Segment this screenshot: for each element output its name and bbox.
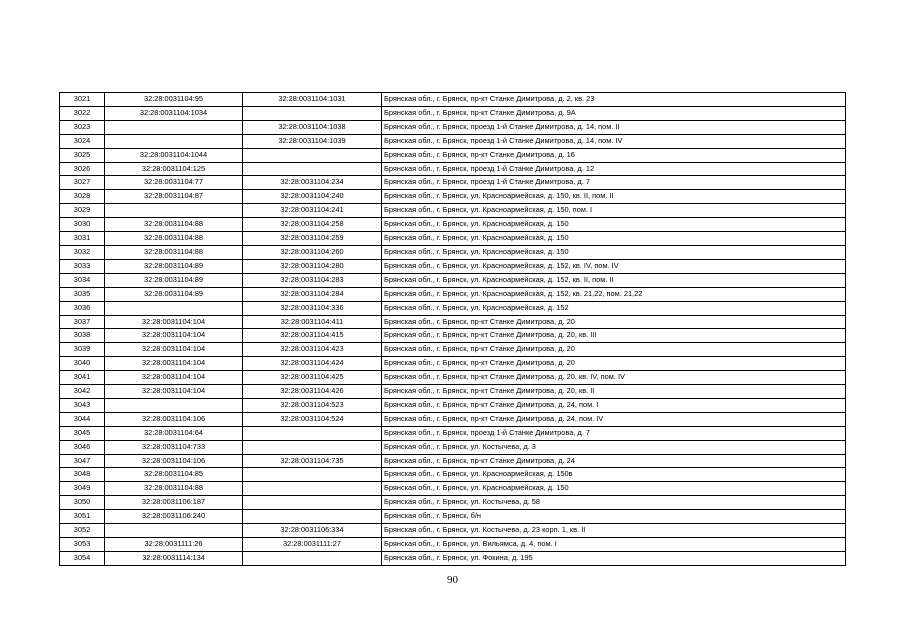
table-row	[60, 162, 846, 176]
block-cadastral-number-cell: 32:28:0031104:1044	[105, 148, 243, 162]
object-cadastral-number-cell: 32:28:0031111:27	[243, 538, 382, 552]
object-cadastral-number-cell: 32:28:0031104:426	[243, 385, 382, 399]
table-row	[60, 385, 846, 399]
object-cadastral-number-cell	[243, 510, 382, 524]
block-cadastral-number-cell: 32:28:0031104:77	[105, 176, 243, 190]
address-cell: Брянская обл., г. Брянск, ул. Красноармейская, д. 150, кв. II, пом. II	[382, 190, 846, 204]
block-cadastral-number-cell: 32:28:0031104:88	[105, 245, 243, 259]
block-cadastral-number-cell: 32:28:0031104:733	[105, 440, 243, 454]
address-cell: Брянская обл., г. Брянск, ул. Вильямса, д. 4, пом. I	[382, 538, 846, 552]
block-cadastral-number-cell: 32:28:0031104:104	[105, 329, 243, 343]
table-row	[60, 93, 846, 107]
row-number-cell: 3054	[60, 551, 105, 565]
object-cadastral-number-cell: 32:28:0031104:234	[243, 176, 382, 190]
row-number-cell: 3042	[60, 385, 105, 399]
address-cell: Брянская обл., г. Брянск, ул. Красноармейская, д. 150в	[382, 468, 846, 482]
block-cadastral-number-cell: 32:28:0031104:104	[105, 357, 243, 371]
row-number-cell: 3044	[60, 412, 105, 426]
table-row	[60, 204, 846, 218]
table-row	[60, 412, 846, 426]
table-row	[60, 538, 846, 552]
row-number-cell: 3036	[60, 301, 105, 315]
object-cadastral-number-cell: 32:28:0031104:1031	[243, 93, 382, 107]
row-number-cell: 3026	[60, 162, 105, 176]
table-row	[60, 343, 846, 357]
table-row	[60, 482, 846, 496]
row-number-cell: 3049	[60, 482, 105, 496]
row-number-cell: 3030	[60, 218, 105, 232]
address-cell: Брянская обл., г. Брянск, пр-кт Станке Димитрова, д. 2, кв. 23	[382, 93, 846, 107]
table-row	[60, 551, 846, 565]
table-row	[60, 398, 846, 412]
row-number-cell: 3047	[60, 454, 105, 468]
block-cadastral-number-cell: 32:28:0031104:88	[105, 232, 243, 246]
table-row	[60, 245, 846, 259]
address-cell: Брянская обл., г. Брянск, пр-кт Станке Димитрова, д. 9А	[382, 106, 846, 120]
table-row	[60, 496, 846, 510]
address-cell: Брянская обл., г. Брянск, б/н	[382, 510, 846, 524]
block-cadastral-number-cell: 32:28:0031106:240	[105, 510, 243, 524]
table-row	[60, 176, 846, 190]
address-cell: Брянская обл., г. Брянск, проезд 1-й Станке Димитрова, д. 7	[382, 426, 846, 440]
address-cell: Брянская обл., г. Брянск, проезд 1-й Станке Димитрова, д. 12	[382, 162, 846, 176]
row-number-cell: 3046	[60, 440, 105, 454]
block-cadastral-number-cell: 32:28:0031104:95	[105, 93, 243, 107]
table-row	[60, 232, 846, 246]
object-cadastral-number-cell: 32:28:0031104:241	[243, 204, 382, 218]
block-cadastral-number-cell	[105, 398, 243, 412]
object-cadastral-number-cell	[243, 162, 382, 176]
address-cell: Брянская обл., г. Брянск, ул. Красноармейская, д. 150, пом. I	[382, 204, 846, 218]
block-cadastral-number-cell	[105, 120, 243, 134]
registry-table-body	[60, 93, 846, 566]
object-cadastral-number-cell: 32:28:0031104:423	[243, 343, 382, 357]
object-cadastral-number-cell	[243, 496, 382, 510]
table-row	[60, 287, 846, 301]
object-cadastral-number-cell	[243, 148, 382, 162]
block-cadastral-number-cell: 32:28:0031104:64	[105, 426, 243, 440]
row-number-cell: 3021	[60, 93, 105, 107]
address-cell: Брянская обл., г. Брянск, пр-кт Станке Димитрова, д. 24	[382, 454, 846, 468]
object-cadastral-number-cell: 32:28:0031104:280	[243, 259, 382, 273]
row-number-cell: 3040	[60, 357, 105, 371]
block-cadastral-number-cell	[105, 524, 243, 538]
object-cadastral-number-cell: 32:28:0031104:524	[243, 412, 382, 426]
row-number-cell: 3038	[60, 329, 105, 343]
block-cadastral-number-cell	[105, 134, 243, 148]
object-cadastral-number-cell	[243, 106, 382, 120]
block-cadastral-number-cell: 32:28:0031104:89	[105, 259, 243, 273]
row-number-cell: 3041	[60, 371, 105, 385]
object-cadastral-number-cell: 32:28:0031104:424	[243, 357, 382, 371]
row-number-cell: 3032	[60, 245, 105, 259]
table-row	[60, 468, 846, 482]
table-row	[60, 259, 846, 273]
address-cell: Брянская обл., г. Брянск, проезд 1-й Станке Димитрова, д. 14, пом. II	[382, 120, 846, 134]
block-cadastral-number-cell: 32:28:0031114:134	[105, 551, 243, 565]
object-cadastral-number-cell: 32:28:0031104:415	[243, 329, 382, 343]
address-cell: Брянская обл., г. Брянск, ул. Красноармейская, д. 150	[382, 218, 846, 232]
row-number-cell: 3031	[60, 232, 105, 246]
address-cell: Брянская обл., г. Брянск, пр-кт Станке Димитрова, д. 20	[382, 343, 846, 357]
row-number-cell: 3035	[60, 287, 105, 301]
address-cell: Брянская обл., г. Брянск, ул. Красноармейская, д. 152, кв. IV, пом. IV	[382, 259, 846, 273]
row-number-cell: 3048	[60, 468, 105, 482]
block-cadastral-number-cell: 32:28:0031104:88	[105, 218, 243, 232]
address-cell: Брянская обл., г. Брянск, пр-кт Станке Димитрова, д. 20, кв. III	[382, 329, 846, 343]
table-row	[60, 371, 846, 385]
row-number-cell: 3039	[60, 343, 105, 357]
object-cadastral-number-cell: 32:28:0031106:334	[243, 524, 382, 538]
address-cell: Брянская обл., г. Брянск, проезд 1-й Станке Димитрова, д. 14, пом. IV	[382, 134, 846, 148]
row-number-cell: 3045	[60, 426, 105, 440]
address-cell: Брянская обл., г. Брянск, пр-кт Станке Димитрова, д. 16	[382, 148, 846, 162]
address-cell: Брянская обл., г. Брянск, пр-кт Станке Димитрова, д. 24, пом. I	[382, 398, 846, 412]
object-cadastral-number-cell: 32:28:0031104:259	[243, 232, 382, 246]
object-cadastral-number-cell: 32:28:0031104:336	[243, 301, 382, 315]
row-number-cell: 3050	[60, 496, 105, 510]
block-cadastral-number-cell	[105, 301, 243, 315]
object-cadastral-number-cell: 32:28:0031104:258	[243, 218, 382, 232]
address-cell: Брянская обл., г. Брянск, ул. Фокина, д. 195	[382, 551, 846, 565]
row-number-cell: 3027	[60, 176, 105, 190]
object-cadastral-number-cell	[243, 426, 382, 440]
object-cadastral-number-cell: 32:28:0031104:284	[243, 287, 382, 301]
page-number: 90	[447, 574, 458, 586]
row-number-cell: 3034	[60, 273, 105, 287]
address-cell: Брянская обл., г. Брянск, пр-кт Станке Димитрова, д. 24, пом. IV	[382, 412, 846, 426]
block-cadastral-number-cell: 32:28:0031104:106	[105, 412, 243, 426]
row-number-cell: 3022	[60, 106, 105, 120]
table-row	[60, 148, 846, 162]
object-cadastral-number-cell: 32:28:0031104:735	[243, 454, 382, 468]
address-cell: Брянская обл., г. Брянск, пр-кт Станке Димитрова, д. 20	[382, 315, 846, 329]
address-cell: Брянская обл., г. Брянск, ул. Костычева, д. 58	[382, 496, 846, 510]
object-cadastral-number-cell: 32:28:0031104:411	[243, 315, 382, 329]
table-row	[60, 315, 846, 329]
table-row	[60, 190, 846, 204]
address-cell: Брянская обл., г. Брянск, ул. Красноармейская, д. 150	[382, 232, 846, 246]
address-cell: Брянская обл., г. Брянск, ул. Красноармейская, д. 150	[382, 245, 846, 259]
address-cell: Брянская обл., г. Брянск, ул. Красноармейская, д. 150	[382, 482, 846, 496]
table-row	[60, 120, 846, 134]
block-cadastral-number-cell	[105, 204, 243, 218]
object-cadastral-number-cell: 32:28:0031104:425	[243, 371, 382, 385]
row-number-cell: 3053	[60, 538, 105, 552]
object-cadastral-number-cell: 32:28:0031104:1039	[243, 134, 382, 148]
table-row	[60, 440, 846, 454]
object-cadastral-number-cell: 32:28:0031104:1038	[243, 120, 382, 134]
block-cadastral-number-cell: 32:28:0031106:187	[105, 496, 243, 510]
address-cell: Брянская обл., г. Брянск, пр-кт Станке Димитрова, д. 20, кв. II	[382, 385, 846, 399]
object-cadastral-number-cell	[243, 551, 382, 565]
row-number-cell: 3051	[60, 510, 105, 524]
object-cadastral-number-cell	[243, 468, 382, 482]
block-cadastral-number-cell: 32:28:0031104:87	[105, 190, 243, 204]
row-number-cell: 3033	[60, 259, 105, 273]
table-row	[60, 106, 846, 120]
block-cadastral-number-cell: 32:28:0031104:104	[105, 371, 243, 385]
object-cadastral-number-cell: 32:28:0031104:523	[243, 398, 382, 412]
row-number-cell: 3043	[60, 398, 105, 412]
object-cadastral-number-cell	[243, 482, 382, 496]
block-cadastral-number-cell: 32:28:0031104:89	[105, 273, 243, 287]
address-cell: Брянская обл., г. Брянск, ул. Красноармейская, д. 152, кв. II, пом. II	[382, 273, 846, 287]
object-cadastral-number-cell	[243, 440, 382, 454]
table-row	[60, 273, 846, 287]
table-row	[60, 524, 846, 538]
block-cadastral-number-cell: 32:28:0031104:125	[105, 162, 243, 176]
row-number-cell: 3037	[60, 315, 105, 329]
table-row	[60, 510, 846, 524]
block-cadastral-number-cell: 32:28:0031104:104	[105, 385, 243, 399]
registry-table	[59, 92, 846, 566]
row-number-cell: 3028	[60, 190, 105, 204]
object-cadastral-number-cell: 32:28:0031104:240	[243, 190, 382, 204]
block-cadastral-number-cell: 32:28:0031104:1034	[105, 106, 243, 120]
address-cell: Брянская обл., г. Брянск, пр-кт Станке Димитрова, д. 20, кв. IV, пом. IV	[382, 371, 846, 385]
block-cadastral-number-cell: 32:28:0031111:26	[105, 538, 243, 552]
row-number-cell: 3029	[60, 204, 105, 218]
block-cadastral-number-cell: 32:28:0031104:88	[105, 482, 243, 496]
table-row	[60, 329, 846, 343]
row-number-cell: 3024	[60, 134, 105, 148]
address-cell: Брянская обл., г. Брянск, проезд 1-й Станке Димитрова, д. 7	[382, 176, 846, 190]
block-cadastral-number-cell: 32:28:0031104:89	[105, 287, 243, 301]
table-row	[60, 134, 846, 148]
address-cell: Брянская обл., г. Брянск, ул. Костычева, д. 23 корп. 1, кв. II	[382, 524, 846, 538]
address-cell: Брянская обл., г. Брянск, ул. Красноармейская, д. 152, кв. 21,22, пом. 21,22	[382, 287, 846, 301]
table-row	[60, 454, 846, 468]
table-row	[60, 357, 846, 371]
address-cell: Брянская обл., г. Брянск, пр-кт Станке Димитрова, д. 20	[382, 357, 846, 371]
row-number-cell: 3023	[60, 120, 105, 134]
address-cell: Брянская обл., г. Брянск, ул. Костычева, д. 3	[382, 440, 846, 454]
address-cell: Брянская обл., г. Брянск, ул. Красноармейская, д. 152	[382, 301, 846, 315]
block-cadastral-number-cell: 32:28:0031104:104	[105, 343, 243, 357]
block-cadastral-number-cell: 32:28:0031104:106	[105, 454, 243, 468]
row-number-cell: 3025	[60, 148, 105, 162]
row-number-cell: 3052	[60, 524, 105, 538]
table-row	[60, 218, 846, 232]
table-row	[60, 301, 846, 315]
object-cadastral-number-cell: 32:28:0031104:283	[243, 273, 382, 287]
table-row	[60, 426, 846, 440]
block-cadastral-number-cell: 32:28:0031104:85	[105, 468, 243, 482]
block-cadastral-number-cell: 32:28:0031104:104	[105, 315, 243, 329]
object-cadastral-number-cell: 32:28:0031104:260	[243, 245, 382, 259]
